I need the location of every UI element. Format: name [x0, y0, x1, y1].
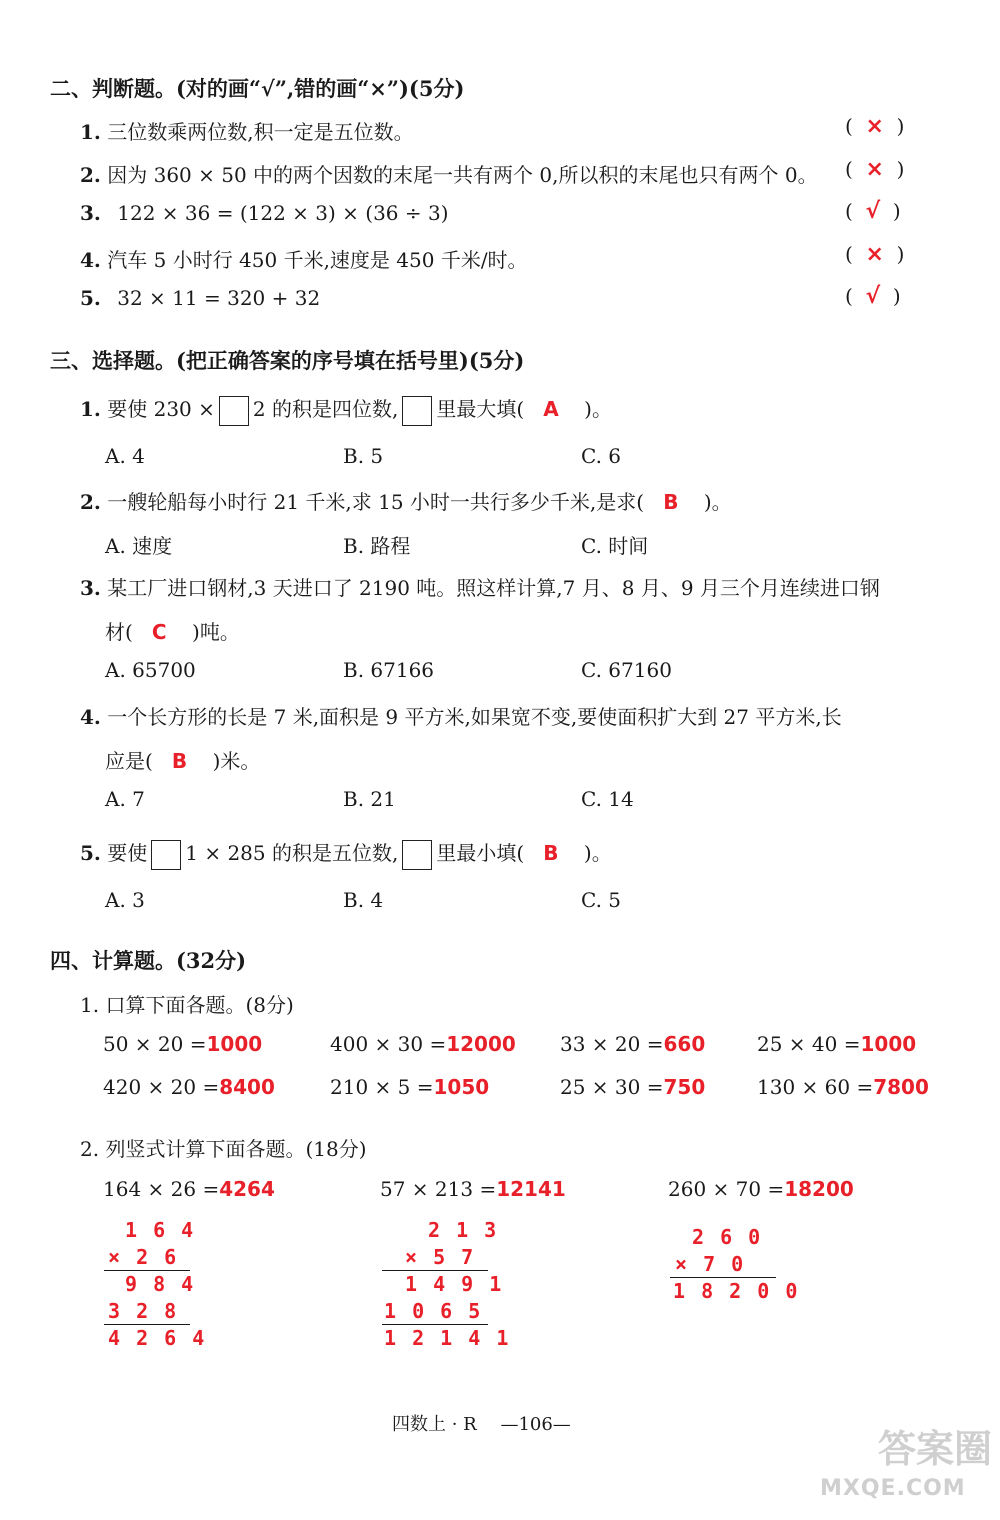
option: A. 3 — [105, 888, 145, 912]
answer-bracket-4: ( × ) — [845, 242, 905, 267]
judge-item-4 — [80, 244, 528, 273]
item-number: 4. — [80, 248, 101, 272]
vertical-problem-1 — [103, 1177, 275, 1201]
option: B. 21 — [343, 787, 396, 811]
divider — [382, 1324, 488, 1325]
judge-item-5 — [80, 286, 320, 310]
vc1-line: 1 6 4 — [125, 1218, 196, 1242]
blank-box — [402, 840, 432, 870]
oral-calc — [757, 1075, 929, 1099]
oral-calc — [560, 1032, 705, 1056]
choice-q1 — [80, 393, 612, 426]
item-number: 5. — [80, 841, 101, 865]
divider — [104, 1324, 190, 1325]
choice-q2 — [80, 486, 732, 515]
vc2-line: 2 1 3 — [428, 1218, 499, 1242]
watermark-logo: 答案圈 — [878, 1427, 993, 1471]
result: 12000 — [446, 1032, 516, 1056]
option: C. 时间 — [581, 534, 649, 558]
answer-letter: B — [543, 841, 559, 865]
vc1-line: 4 2 6 4 — [108, 1326, 207, 1350]
check-mark: √ — [865, 199, 881, 224]
choice-q3-line2 — [105, 616, 240, 645]
oral-calc — [560, 1075, 705, 1099]
result: 4264 — [219, 1177, 275, 1201]
q1-text-d: )。 — [584, 397, 612, 421]
item-text: 因为 360 × 50 中的两个因数的末尾一共有两个 0,所以积的末尾也只有两个 0。 — [107, 163, 818, 187]
answer-bracket-1: ( × ) — [845, 114, 905, 139]
answer-letter: C — [151, 620, 167, 644]
oral-calc — [103, 1032, 262, 1056]
oral-calc — [757, 1032, 916, 1056]
divider — [104, 1270, 190, 1271]
subsection-1-title: 1. 口算下面各题。(8分) — [80, 993, 294, 1017]
result: 18200 — [784, 1177, 854, 1201]
expr: 210 × 5 = — [330, 1075, 434, 1099]
option: A. 65700 — [105, 658, 196, 682]
answer-letter: B — [663, 490, 679, 514]
cross-mark: × — [865, 157, 884, 182]
item-number: 1. — [80, 120, 101, 144]
option: C. 14 — [581, 787, 634, 811]
q5-text-c: 里最小填( — [436, 841, 525, 865]
vc3-line: 2 6 0 — [692, 1225, 763, 1249]
q3-text-b: 材( — [105, 620, 133, 644]
divider — [670, 1277, 776, 1278]
result: 660 — [663, 1032, 706, 1056]
item-number: 3. — [80, 576, 101, 600]
q1-text-a: 要使 230 × — [107, 397, 215, 421]
q3-text-d: )吨。 — [192, 620, 240, 644]
option: A. 7 — [105, 787, 145, 811]
q1-text-b: 2 的积是四位数, — [252, 397, 399, 421]
choice-q4-line2 — [105, 745, 260, 774]
expr: 33 × 20 = — [560, 1032, 664, 1056]
answer-bracket-3: ( √ ) — [845, 199, 901, 224]
blank-box — [402, 396, 432, 426]
option: C. 5 — [581, 888, 622, 912]
item-number: 3. — [80, 201, 101, 225]
expr: 400 × 30 = — [330, 1032, 447, 1056]
q5-text-a: 要使 — [107, 841, 148, 865]
q5-text-b: 1 × 285 的积是五位数, — [185, 841, 399, 865]
judge-item-3 — [80, 201, 449, 225]
vc1-line: 9 8 4 — [125, 1272, 196, 1296]
expr: 25 × 40 = — [757, 1032, 861, 1056]
section-2-title: 二、判断题。(对的画“√”,错的画“×”)(5分) — [50, 76, 465, 101]
vc2-line: 1 0 6 5 — [384, 1299, 483, 1323]
cross-mark: × — [865, 242, 884, 267]
expr: 50 × 20 = — [103, 1032, 207, 1056]
choice-q5 — [80, 837, 612, 870]
divider — [382, 1270, 488, 1271]
q4-text-d: )米。 — [212, 749, 261, 773]
q3-text-a: 某工厂进口钢材,3 天进口了 2190 吨。照这样计算,7 月、8 月、9 月三个月连续进口钢 — [107, 576, 880, 600]
answer-letter: A — [543, 397, 559, 421]
vc2-line: × 5 7 — [405, 1245, 476, 1269]
q5-text-d: )。 — [583, 841, 612, 865]
option: C. 6 — [581, 444, 622, 468]
item-text: 122 × 36 = (122 × 3) × (36 ÷ 3) — [117, 201, 449, 225]
expr: 260 × 70 = — [668, 1177, 785, 1201]
option: B. 67166 — [343, 658, 435, 682]
blank-box — [151, 840, 181, 870]
q2-text-d: )。 — [703, 490, 732, 514]
item-number: 5. — [80, 286, 101, 310]
item-number: 2. — [80, 163, 101, 187]
watermark-url: MXQE.COM — [820, 1476, 966, 1501]
result: 1050 — [433, 1075, 490, 1099]
vc2-line: 1 4 9 1 — [405, 1272, 504, 1296]
expr: 57 × 213 = — [380, 1177, 497, 1201]
footer — [392, 1410, 571, 1436]
option: C. 67160 — [581, 658, 672, 682]
oral-calc — [103, 1075, 275, 1099]
footer-text: 四数上 · R — [392, 1414, 477, 1435]
cross-mark: × — [865, 114, 884, 139]
result: 12141 — [496, 1177, 566, 1201]
result: 8400 — [219, 1075, 275, 1099]
item-number: 1. — [80, 397, 101, 421]
option: B. 路程 — [343, 534, 411, 558]
check-mark: √ — [865, 284, 881, 309]
judge-item-2 — [80, 159, 818, 188]
result: 1000 — [206, 1032, 263, 1056]
item-number: 4. — [80, 705, 101, 729]
expr: 130 × 60 = — [757, 1075, 874, 1099]
vc1-line: × 2 6 — [108, 1245, 179, 1269]
item-text: 32 × 11 = 320 + 32 — [117, 286, 321, 310]
choice-q4 — [80, 701, 842, 730]
q4-text-a: 一个长方形的长是 7 米,面积是 9 平方米,如果宽不变,要使面积扩大到 27 平方米,长 — [107, 705, 842, 729]
choice-q3 — [80, 572, 880, 601]
option: B. 5 — [343, 444, 384, 468]
vc3-line: 1 8 2 0 0 — [673, 1279, 800, 1303]
vc2-line: 1 2 1 4 1 — [384, 1326, 511, 1350]
page-number: —106— — [500, 1414, 571, 1435]
blank-box — [219, 396, 249, 426]
judge-item-1 — [80, 116, 414, 145]
result: 1000 — [860, 1032, 917, 1056]
q4-text-b: 应是( — [105, 749, 153, 773]
vc1-line: 3 2 8 — [108, 1299, 179, 1323]
result: 7800 — [873, 1075, 929, 1099]
oral-calc — [330, 1075, 489, 1099]
item-text: 三位数乘两位数,积一定是五位数。 — [107, 120, 414, 144]
section-3-title: 三、选择题。(把正确答案的序号填在括号里)(5分) — [50, 348, 525, 373]
expr: 420 × 20 = — [103, 1075, 220, 1099]
vertical-problem-2 — [380, 1177, 566, 1201]
vertical-problem-3 — [668, 1177, 854, 1201]
option: A. 速度 — [105, 534, 173, 558]
result: 750 — [663, 1075, 706, 1099]
expr: 164 × 26 = — [103, 1177, 220, 1201]
q1-text-c: 里最大填( — [436, 397, 525, 421]
q2-text-a: 一艘轮船每小时行 21 千米,求 15 小时一共行多少千米,是求( — [107, 490, 645, 514]
item-text: 汽车 5 小时行 450 千米,速度是 450 千米/时。 — [107, 248, 528, 272]
subsection-2-title: 2. 列竖式计算下面各题。(18分) — [80, 1137, 367, 1161]
option: B. 4 — [343, 888, 384, 912]
item-number: 2. — [80, 490, 101, 514]
answer-letter: B — [171, 749, 188, 773]
answer-bracket-2: ( × ) — [845, 157, 905, 182]
vc3-line: × 7 0 — [675, 1252, 746, 1276]
section-4-title: 四、计算题。(32分) — [50, 948, 247, 973]
expr: 25 × 30 = — [560, 1075, 664, 1099]
answer-bracket-5: ( √ ) — [845, 284, 901, 309]
option: A. 4 — [105, 444, 145, 468]
oral-calc — [330, 1032, 516, 1056]
